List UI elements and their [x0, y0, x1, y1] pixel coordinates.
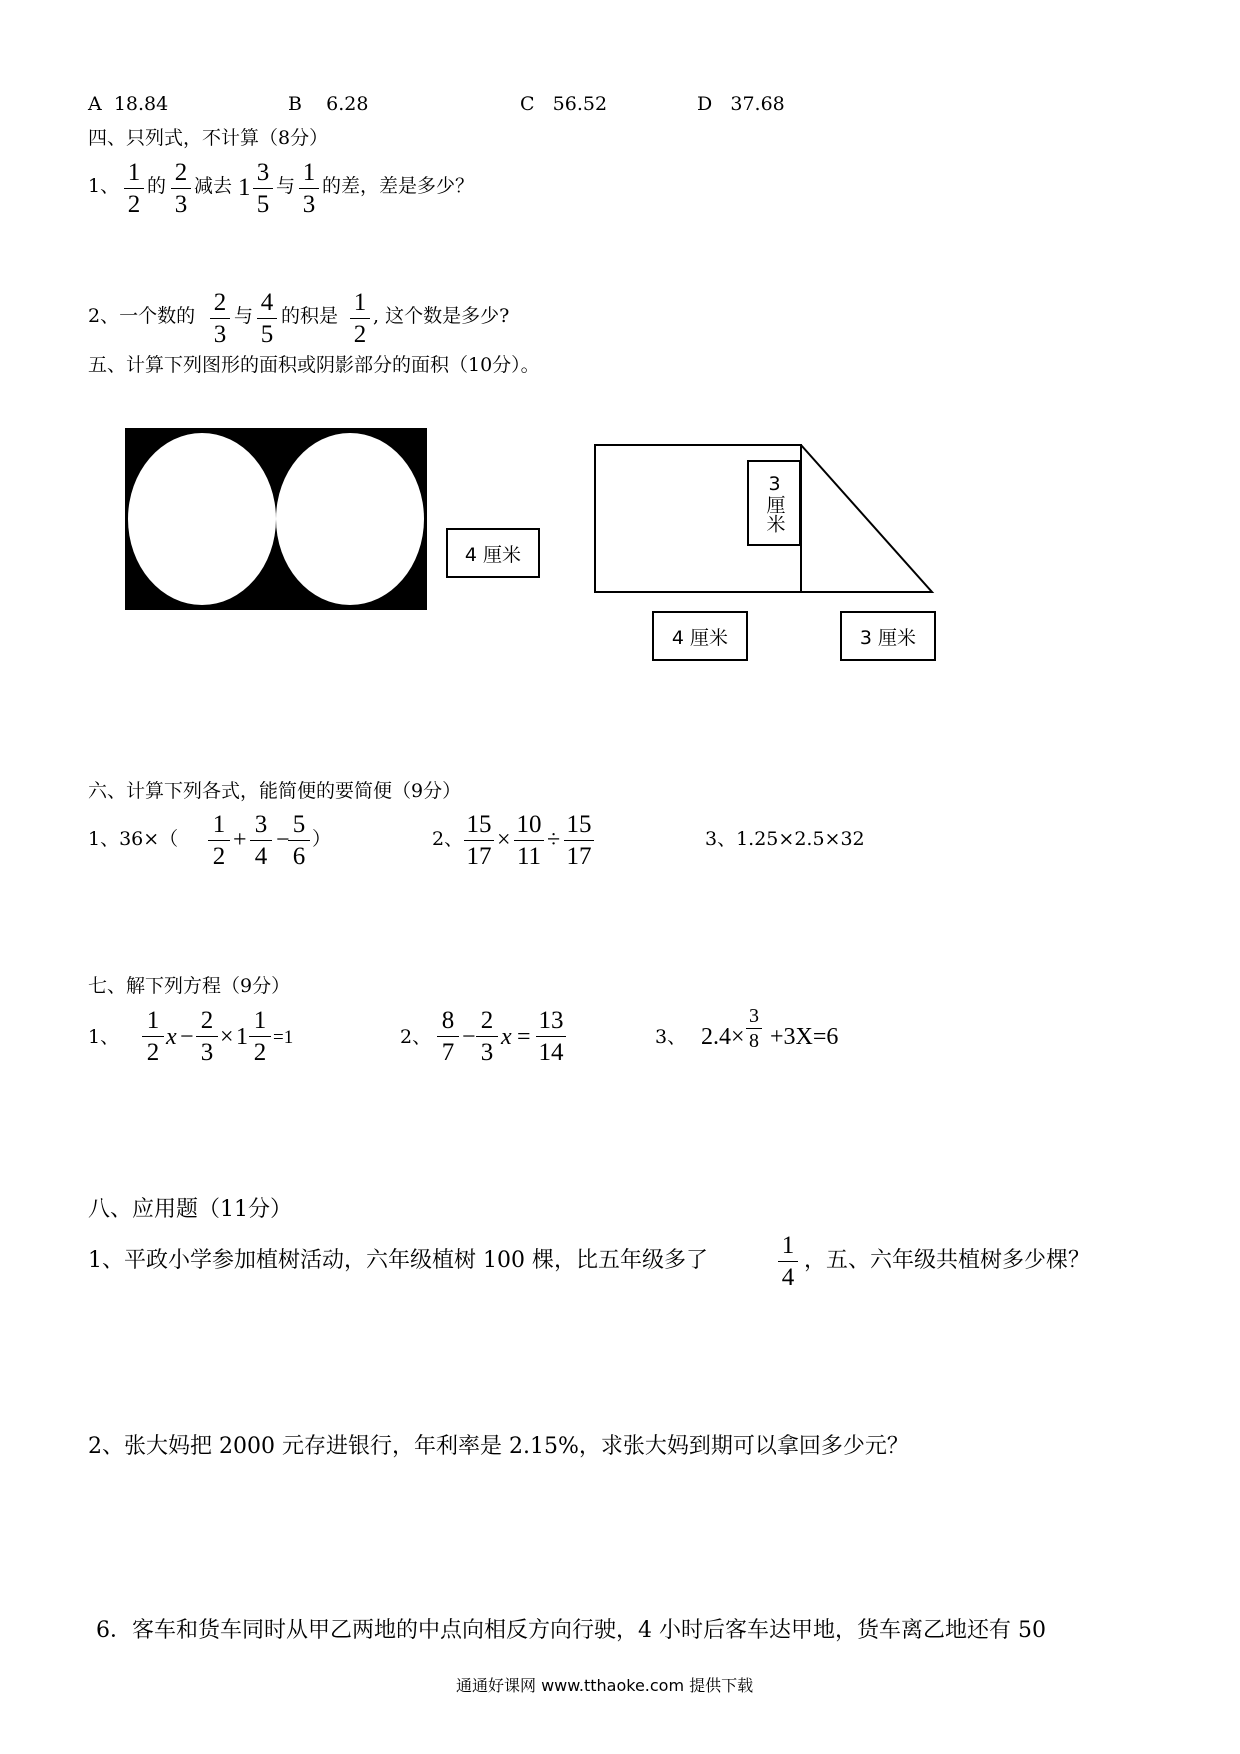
s4-q2-text: , 这个数是多少? — [373, 305, 510, 327]
mixed-whole: 1 — [236, 1024, 248, 1050]
s8-q1-text: ，五、六年级共植树多少棵？ — [804, 1248, 1091, 1273]
fraction: 3 4 — [250, 812, 272, 869]
s4-q1-text: 减去 — [194, 175, 233, 197]
fraction: 1 2 — [124, 160, 144, 217]
s7-q3-part: +3X=6 — [770, 1024, 839, 1050]
fraction: 13 14 — [536, 1008, 566, 1065]
s6-q3: 3、1.25×2.5×32 — [705, 828, 865, 850]
s7-q1-number: 1、 — [88, 1026, 120, 1048]
fraction: 1 4 — [778, 1233, 798, 1290]
label-box-4cm-bottom: 4 厘米 — [652, 611, 748, 661]
fraction: 2 3 — [476, 1008, 498, 1065]
section-5-heading: 五、计算下列图形的面积或阴影部分的面积（10分）。 — [88, 354, 540, 376]
fraction: 2 3 — [210, 290, 230, 347]
variable-x: x — [501, 1024, 512, 1050]
fraction: 1 3 — [299, 160, 319, 217]
fraction: 10 11 — [514, 812, 544, 869]
minus-sign: − — [180, 1024, 194, 1050]
label-box-4cm: 4 厘米 — [446, 528, 540, 578]
fraction: 1 2 — [208, 812, 230, 869]
label-box-3cm-vertical: 3厘米 — [747, 460, 801, 546]
geometry-figures — [0, 0, 1240, 720]
fraction: 15 17 — [464, 812, 494, 869]
choice-c: C 56.52 — [520, 93, 608, 115]
s4-q1-number: 1、 — [88, 175, 120, 197]
s7-q3-number: 3、 — [655, 1026, 687, 1048]
choice-b: B 6.28 — [288, 93, 369, 115]
choice-a: A 18.84 — [88, 93, 169, 115]
fraction: 8 7 — [437, 1008, 459, 1065]
triangle-part — [801, 445, 932, 592]
s7-q2-number: 2、 — [400, 1026, 432, 1048]
section-8-heading: 八、应用题（11分） — [88, 1197, 292, 1222]
s4-q2-text: 的积是 — [281, 305, 339, 327]
plus-sign: + — [233, 827, 247, 853]
s4-q2-text: 2、一个数的 — [88, 305, 196, 327]
variable-x: x — [166, 1024, 177, 1050]
minus-sign: − — [276, 827, 290, 853]
multiply-sign: × — [497, 827, 511, 853]
section-4-heading: 四、只列式，不计算（8分） — [88, 127, 329, 149]
fraction: 3 5 — [253, 160, 273, 217]
mixed-whole: 1 — [238, 174, 251, 201]
fraction: 15 17 — [564, 812, 594, 869]
section-7-heading: 七、解下列方程（9分） — [88, 975, 291, 997]
two-circles-figure — [125, 428, 427, 610]
left-circle — [128, 433, 276, 605]
choice-d: D 37.68 — [697, 93, 785, 115]
s4-q1-text: 的 — [147, 175, 167, 197]
close-paren: ） — [312, 828, 332, 850]
problem-6: 6．客车和货车同时从甲乙两地的中点向相反方向行驶，4 小时后客车达甲地，货车离乙地还有 50 — [96, 1618, 1046, 1643]
fraction: 1 2 — [142, 1008, 164, 1065]
multiply-sign: × — [220, 1024, 234, 1050]
s8-q2: 2、张大妈把 2000 元存进银行，年利率是 2.15%，求张大妈到期可以拿回多少元？ — [88, 1434, 909, 1459]
fraction: 4 5 — [257, 290, 277, 347]
divide-sign: ÷ — [547, 827, 561, 853]
equals-one: =1 — [273, 1027, 294, 1048]
label-box-3cm-bottom: 3 厘米 — [840, 611, 936, 661]
s4-q1-text: 的差，差是多少？ — [322, 175, 475, 197]
section-6-heading: 六、计算下列各式，能简便的要简便（9分） — [88, 780, 462, 802]
fraction: 3 8 — [746, 1006, 762, 1051]
s4-q2-text: 与 — [234, 305, 254, 327]
s6-q1-number: 1、36×（ — [88, 828, 179, 850]
fraction: 1 2 — [350, 290, 370, 347]
s6-q2-number: 2、 — [432, 828, 464, 850]
fraction: 5 6 — [288, 812, 310, 869]
footer: 通通好课网 www.tthaoke.com 提供下载 — [456, 1676, 754, 1695]
equals-sign: = — [517, 1024, 531, 1050]
s7-q3-part: 2.4× — [701, 1024, 745, 1050]
fraction: 1 2 — [249, 1008, 271, 1065]
s8-q1-text: 1、平政小学参加植树活动，六年级植树 100 棵，比五年级多了 — [88, 1248, 708, 1273]
right-circle — [276, 433, 424, 605]
fraction: 2 3 — [171, 160, 191, 217]
minus-sign: − — [462, 1024, 476, 1050]
fraction: 2 3 — [196, 1008, 218, 1065]
s4-q1-text: 与 — [276, 175, 296, 197]
